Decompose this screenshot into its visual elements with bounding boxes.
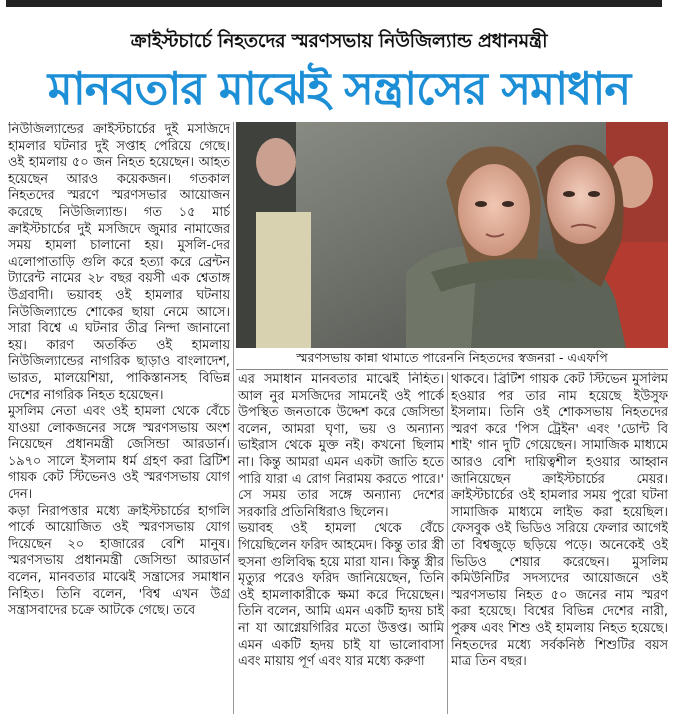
column-divider [447,372,448,714]
photo-illustration [236,122,668,348]
photo-caption: স্মরণসভায় কান্না থামাতে পারেননি নিহতদের স্বজনরা - এএফপি [236,350,668,370]
paragraph: নিউজিল্যান্ডের ক্রাইস্টচার্চের দুই মসজিদে হামলার ঘটনার দুই সপ্তাহ পেরিয়ে গেছে। ওই হামলায় ৫০ জন নিহত হয়েছেন। আহত হয়েছেন আরও কয়েকজন। গতকাল নিহতদের স্মরণে স্মরণসভার আয়োজন করেছে নিউজিল্যান্ড। গত ১৫ মার্চ ক্রাইস্টচার্চের দুই মসজিদে জুমার নামাজের সময় হামলা চালানো হয়। মুসলি-দের এলোপাতাড়ি গুলি করে হত্যা করে ব্রেন্টন ট্যারেন্ট নামের ২৮ বছর বয়সী এক শ্বেতাঙ্গ উগ্রবাদী। ভয়াবহ ওই হামলার ঘটনায় নিউজিল্যান্ডে শোকের ছায়া নেমে আসে। সারা বিশ্বে এ ঘটনার তীব্র নিন্দা জানানো হয়। কারণ অতর্কিত ওই হামলায় নিউজিল্যান্ডের নাগরিক ছাড়াও বাংলাদেশ, ভারত, মালয়েশিয়া, পাকিস্তানসহ বিভিন্ন দেশের নাগরিক নিহত হয়েছেন। [8,122,230,403]
column-divider [233,122,234,714]
page-top-rule [6,0,662,7]
article-headline: মানবতার মাঝেই সন্ত্রাসের সমাধান [47,62,631,115]
article-column-1 [8,122,230,714]
paragraph: এর সমাধান মানবতার মাঝেই নিহিত। আল নুর মসজিদের সামনেই ওই পার্কে উপস্থিত জনতাকে উদ্দেশ করে জেসিন্ডা বলেন, আমরা ঘৃণা, ভয় ও অন্যান্য ভাইরাস থেকে মুক্ত নই। কখনো ছিলাম না। কিন্তু আমরা এমন একটা জাতি হতে পারি যারা এ রোগ নিরাময় করতে পারে।' সে সময় তার সঙ্গে অন্যান্য দেশের সরকারি প্রতিনিধিরাও ছিলেন। [238,372,444,520]
paragraph: কড়া নিরাপত্তার মধ্যে ক্রাইস্টচার্চের হাগলি পার্কে আয়োজিত ওই স্মরণসভায় যোগ দিয়েছেন ২০ হাজারের বেশি মানুষ। স্মরণসভায় প্রধানমন্ত্রী জেসিন্ডা আরডার্ন বলেন, মানবতার মাঝেই সন্ত্রাসের সমাধান নিহিত। তিনি বলেন, 'বিশ্ব এখন উগ্র সন্ত্রাসবাদের চক্রে আটকে গেছে। তবে [8,503,230,619]
article-column-2 [238,372,444,714]
article-column-3 [451,372,668,714]
paragraph: ভয়াবহ ওই হামলা থেকে বেঁচে গিয়েছিলেন ফরিদ আহমেদ। কিন্তু তার স্ত্রী হুসনা গুলিবিদ্ধ হয়ে মারা যান। কিন্তু স্ত্রীর মৃত্যুর পরেও ফরিদ জানিয়েছেন, তিনি ওই হামলাকারীকে ক্ষমা করে দিয়েছেন। তিনি বলেন, আমি এমন একটি হৃদয় চাই না যা আগ্নেয়গিরির মতো উত্তপ্ত। আমি এমন একটি হৃদয় চাই যা ভালোবাসা এবং মায়ায় পূর্ণ এবং যার মধ্যে করুণা [238,521,444,670]
paragraph: মুসলিম নেতা এবং ওই হামলা থেকে বেঁচে যাওয়া লোকজনের সঙ্গে স্মরণসভায় অংশ নিয়েছেন প্রধানমন্ত্রী জেসিন্ডা আরডার্ন। ১৯৭০ সালে ইসলাম ধর্ম গ্রহণ করা ব্রিটিশ গায়ক কেট স্টিভেনও ওই স্মরণসভায় যোগ দেন। [8,404,230,503]
article-kicker: ক্রাইস্টচার্চে নিহতদের স্মরণসভায় নিউজিল্যান্ড প্রধানমন্ত্রী [130,30,548,52]
news-photo [236,122,668,348]
paragraph: থাকবে। ব্রিটিশ গায়ক কেট স্টিভেন মুসলিম হওয়ার পর তার নাম হয়েছে ইউসুফ ইসলাম। তিনি ওই শোকসভায় নিহতদের স্মরণ করে 'পিস ট্রেইন' এবং 'ডোন্ট বি শাই' গান দুটি গেয়েছেন। সামাজিক মাধ্যমে আরও বেশি দায়িত্বশীল হওয়ার আহ্বান জানিয়েছেন ক্রাইস্টচার্চের মেয়র। ক্রাইস্টচার্চের ওই হামলার সময় পুরো ঘটনা সামাজিক মাধ্যমে লাইভ করা হয়েছিল। ফেসবুক ওই ভিডিও সরিয়ে ফেলার আগেই তা বিশ্বজুড়ে ছড়িয়ে পড়ে। অনেকেই ওই ভিডিও শেয়ার করেছেন। মুসলিম কমিউনিটির সদস্যদের আয়োজনে ওই স্মরণসভায় নিহত ৫০ জনের নাম স্মরণ করা হয়েছে। বিশ্বের বিভিন্ন দেশের নারী, পুরুষ এবং শিশু ওই হামলায় নিহত হয়েছে। নিহতদের মধ্যে সর্বকনিষ্ঠ শিশুটির বয়স মাত্র তিন বছর। [451,372,668,670]
